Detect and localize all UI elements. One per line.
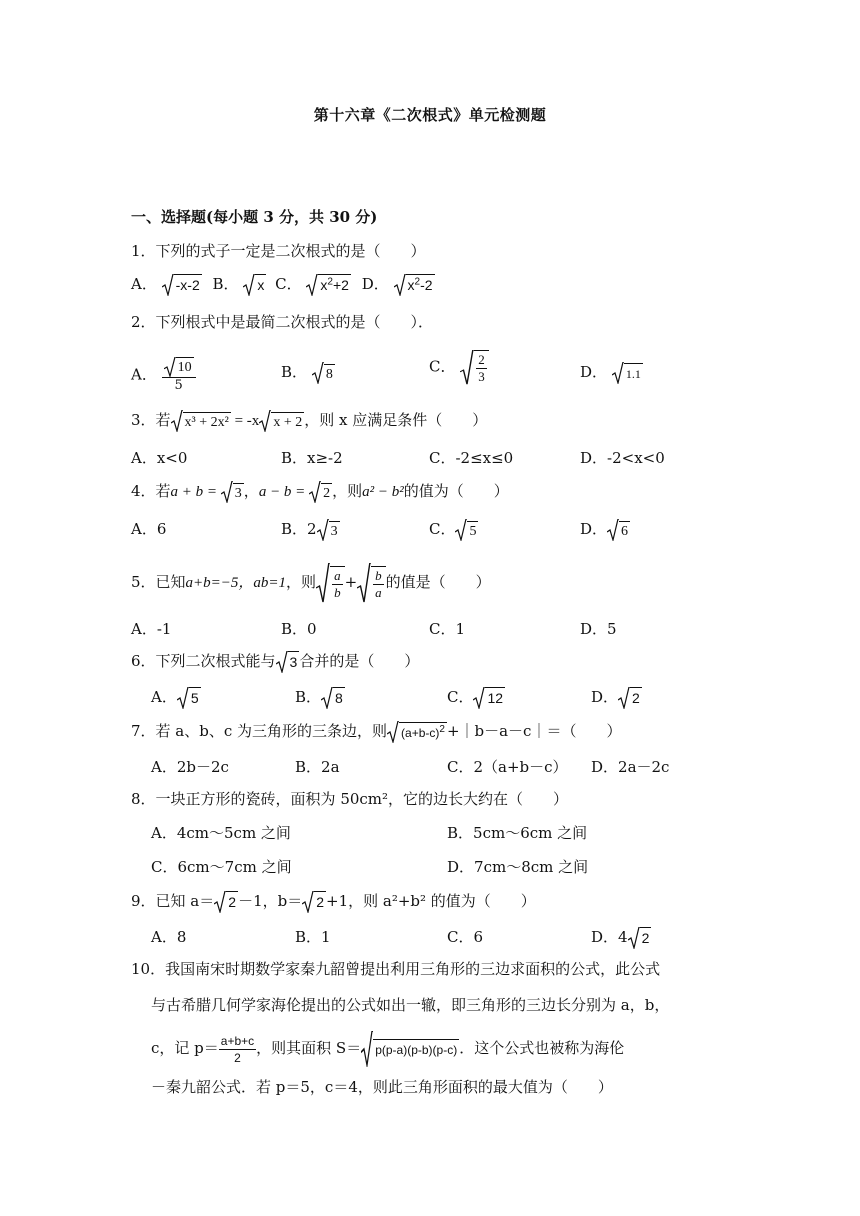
option-label: D． (580, 520, 608, 538)
radicand: x (320, 277, 328, 293)
numerator: 2 (478, 352, 485, 367)
stem-text: 3．若 (131, 411, 171, 429)
radicand: 8 (324, 364, 335, 384)
radicand: x³ + 2x² (183, 412, 231, 432)
question-3-option-d: D．-2<x<0 (580, 449, 665, 467)
question-5-option-d: D．5 (580, 620, 617, 638)
radicand: (a+b-c) (401, 726, 440, 740)
option-label: B． (281, 363, 308, 381)
stem-text: +｜b－a－c｜＝（ ） (446, 722, 622, 740)
radicand: 2 (321, 483, 332, 503)
question-5-stem (131, 562, 491, 603)
denominator: b (334, 585, 341, 601)
question-5-option-b: B．0 (281, 620, 317, 638)
radicand: p(p-a)(p-b)(p-c) (373, 1039, 459, 1059)
question-7-option-d: D．2a－2c (591, 758, 670, 776)
question-6-option-c (447, 686, 505, 709)
question-9-option-b: B．1 (295, 928, 331, 946)
option-label: A． (151, 688, 177, 706)
question-10-line-3 (151, 1030, 624, 1067)
plus-sign: + (344, 573, 358, 591)
numerator: a (334, 568, 341, 584)
equation-text: a + b = (170, 484, 221, 500)
question-10-line-4: －秦九韶公式．若 p＝5，c＝4，则此三角形面积的最大值为（ ） (151, 1078, 613, 1096)
question-6-option-b (295, 686, 345, 709)
question-7-option-a: A．2b－2c (151, 758, 229, 776)
condition: a+b=−5，ab=1 (185, 575, 287, 591)
question-4-option-b (281, 518, 340, 541)
option-label: C． (429, 520, 456, 538)
radicand: 8 (333, 687, 345, 707)
question-1-stem: 1．下列的式子一定是二次根式的是（ ） (131, 242, 426, 260)
question-5-option-c: C．1 (429, 620, 466, 638)
question-6-option-a (151, 686, 201, 709)
question-1-options (131, 273, 435, 296)
option-label: D． (361, 275, 389, 293)
stem-text: 9．已知 a＝ (131, 892, 215, 910)
stem-text: 4．若 (131, 482, 171, 500)
question-5-option-a: A．-1 (131, 620, 172, 638)
radicand-tail: +2 (332, 277, 349, 293)
stem-text: ，则 x 应满足条件（ ） (304, 411, 488, 429)
stem-text: 5．已知 (131, 573, 186, 591)
stem-text: 合并的是（ ） (299, 652, 420, 670)
question-3-option-b: B．x≥-2 (281, 449, 343, 467)
question-8-option-a: A．4cm～5cm 之间 (151, 824, 291, 842)
denominator: a (375, 585, 382, 601)
radicand: x (407, 277, 415, 293)
radicand: x + 2 (271, 412, 304, 432)
stem-text: 7．若 a、b、c 为三角形的三条边，则 (131, 722, 388, 740)
question-4-option-c (429, 518, 478, 541)
radicand-tail: -2 (420, 277, 433, 293)
page-title: 第十六章《二次根式》单元检测题 (313, 106, 547, 124)
option-label: D． (580, 363, 608, 381)
option-label: A． (131, 520, 157, 538)
question-3-option-c: C．-2≤x≤0 (429, 449, 514, 467)
fraction (162, 357, 196, 394)
radicand: 2 (314, 891, 326, 911)
question-7-stem (131, 720, 621, 743)
radicand: 1.1 (624, 363, 643, 383)
radicand: 2 (226, 891, 238, 911)
denominator: 5 (174, 378, 183, 393)
question-9-option-d (591, 926, 651, 949)
radicand: 6 (619, 521, 630, 541)
question-4-stem: 4．若a + b = 3 ，a − b = 2 ，则a² − b²的值为（ ） (131, 482, 509, 501)
radicand: 3 (288, 651, 300, 671)
option-label: B． (281, 520, 308, 538)
question-3-stem (131, 409, 487, 432)
question-8-stem: 8．一块正方形的瓷砖，面积为 50cm²，它的边长大约在（ ） (131, 790, 569, 808)
question-8-option-c: C．6cm～7cm 之间 (151, 858, 292, 876)
option-label: B． (295, 688, 322, 706)
option-label: D．4 (591, 928, 628, 946)
radicand: 12 (485, 687, 505, 707)
option-label: C． (447, 688, 474, 706)
radical (162, 274, 202, 296)
question-9-option-a: A．8 (151, 928, 187, 946)
question-9-stem (131, 890, 536, 913)
numerator: b (375, 568, 382, 584)
question-7-option-b: B．2a (295, 758, 340, 776)
radicand: 2 (630, 687, 642, 707)
denominator: 2 (234, 1050, 241, 1065)
radicand: 3 (329, 521, 340, 541)
stem-text: ．这个公式也被称为海伦 (459, 1039, 625, 1057)
section-heading: 一、选择题(每小题 3 分，共 30 分) (131, 208, 378, 226)
stem-text: c，记 p＝ (151, 1039, 219, 1057)
question-3-option-a: A．x<0 (131, 449, 188, 467)
radical (394, 274, 435, 296)
question-8-option-b: B．5cm～6cm 之间 (447, 824, 588, 842)
option-label: B． (212, 275, 239, 293)
stem-text: 的值为（ ） (403, 482, 509, 500)
equation-text: a − b = (258, 484, 310, 500)
question-10-line-2: 与古希腊几何学家海伦提出的公式如出一辙，即三角形的三边长分别为 a，b， (151, 996, 670, 1014)
question-2-option-d (580, 361, 643, 384)
denominator: 3 (478, 369, 485, 384)
radicand: 5 (189, 687, 201, 707)
equation-text: = -x (230, 413, 260, 429)
option-label: D． (591, 688, 619, 706)
radicand: -x-2 (174, 274, 202, 294)
question-10-line-1: 10．我国南宋时期数学家秦九韶曾提出利用三角形的三边求面积的公式，此公式 (131, 960, 661, 978)
fraction (219, 1033, 256, 1066)
question-9-option-c: C．6 (447, 928, 484, 946)
option-label: A． (131, 365, 157, 384)
option-label: A． (131, 275, 157, 293)
question-2-stem: 2．下列根式中是最简二次根式的是（ ）． (131, 313, 434, 331)
radicand: 10 (176, 357, 194, 377)
radicand: 2 (640, 927, 652, 947)
question-7-option-c: C．2（a+b－c） (447, 758, 568, 776)
question-4-option-d (580, 518, 630, 541)
stem-text: +1，则 a²+b² 的值为（ ） (326, 892, 536, 910)
stem-text: ，则 (286, 573, 317, 591)
radicand: 5 (467, 521, 478, 541)
question-6-option-d (591, 686, 642, 709)
numerator: a+b+c (220, 1033, 255, 1048)
radicand: 3 (233, 483, 244, 503)
question-2-option-a (131, 357, 196, 394)
expression: a² − b² (362, 484, 404, 500)
option-label: C． (275, 275, 302, 293)
stem-text: 6．下列二次根式能与 (131, 652, 276, 670)
question-6-stem (131, 650, 419, 673)
question-2-option-c (429, 350, 489, 385)
option-value: 6 (156, 520, 167, 538)
coefficient: 2 (307, 520, 317, 538)
stem-text: ，则其面积 S＝ (256, 1039, 362, 1057)
radical (243, 274, 266, 296)
radicand: x (255, 274, 266, 294)
option-label: C． (429, 357, 456, 376)
stem-text: ，则 (332, 482, 363, 500)
radical (306, 274, 351, 296)
stem-text: －1，b＝ (238, 892, 303, 910)
exponent: 2 (439, 724, 445, 735)
exponent: 2 (414, 276, 421, 288)
exponent: 2 (327, 276, 333, 288)
stem-text: 的值是（ ） (385, 573, 491, 591)
question-2-option-b (281, 361, 335, 384)
question-8-option-d: D．7cm～8cm 之间 (447, 858, 589, 876)
question-4-option-a (131, 518, 166, 540)
